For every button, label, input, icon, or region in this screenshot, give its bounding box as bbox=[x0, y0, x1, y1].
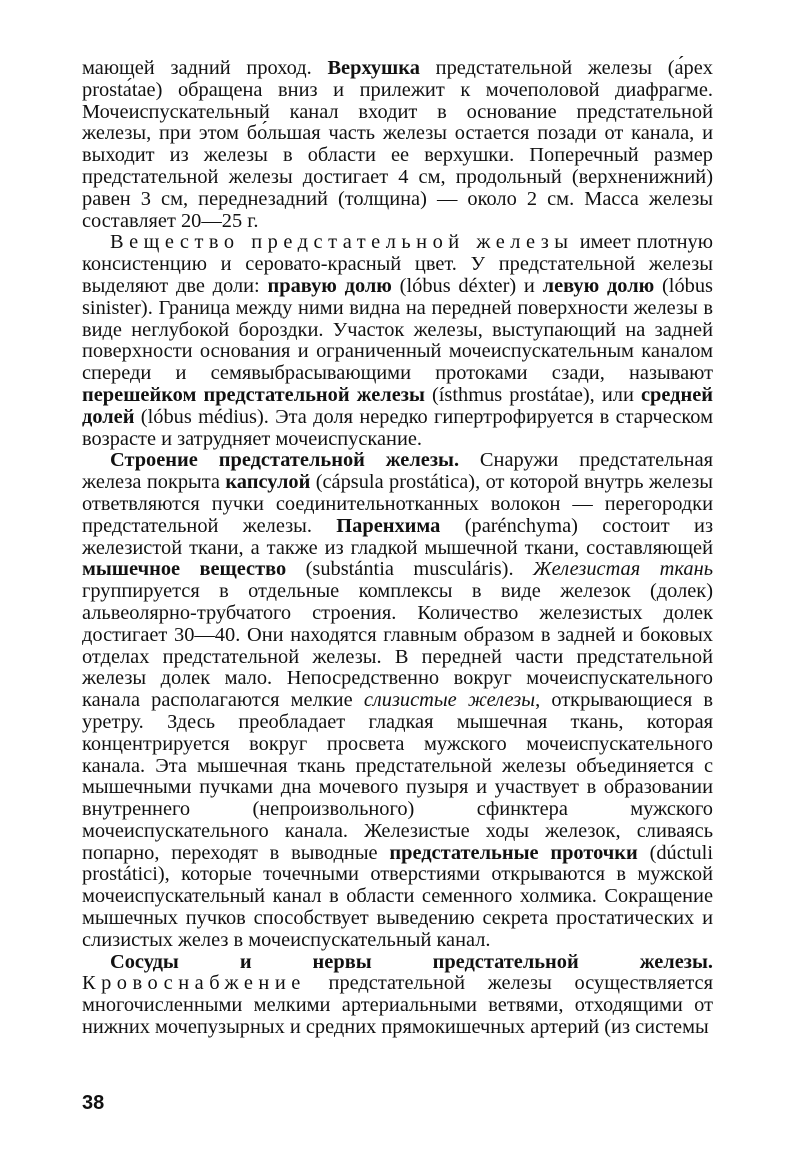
page-body bbox=[82, 58, 713, 1039]
term-italic: Железистая ткань bbox=[532, 558, 713, 581]
section-heading: Строение предстательной железы. bbox=[110, 449, 460, 472]
paragraph bbox=[82, 232, 713, 450]
text-run: (cápsula prostática), от которой внутрь железы ответвляются пучки соединительнотканных волокон — перегородки предстательной железы. bbox=[82, 471, 714, 537]
term-bold: предстательные проточки bbox=[389, 841, 638, 864]
term-bold: правую долю bbox=[267, 274, 392, 297]
term-bold: средней долей bbox=[82, 383, 713, 428]
text-run: , открывающиеся в уретру. Здесь преобладает гладкая мышечная ткань, которая концентрируется вокруг просвета мужского мочеиспускательного канала. Эта мышечная ткань предстательной железы объединяется с мышечными пучками дна мочевого пузыря и участвует в образовании внутреннего (непроизвольного) сфинктера мужского мочеиспускательного канала. Железистые ходы железок, сливаясь попарно, переходят в выводные bbox=[82, 689, 713, 864]
text-run: предстательной железы осуществляется многочисленными мелкими артериальными ветвями, отходящими от нижних мочепузырных и средних прямокишечных артерий (из системы bbox=[82, 972, 713, 1039]
term-bold: перешейком предстательной железы bbox=[82, 383, 425, 406]
section-heading: Сосуды и нервы предстательной железы. bbox=[110, 950, 713, 973]
term-bold: мышечное вещество bbox=[82, 558, 287, 581]
text-run: (ísthmus prostátae), или bbox=[424, 383, 641, 406]
paragraph bbox=[82, 952, 713, 1039]
text-run: (paréncһyma) состоит из железистой ткани, а также из гладкой мышечной ткани, составляющей bbox=[82, 514, 713, 559]
text-run: имеет плотную консистенцию и серовато-красный цвет. У предстательной железы выделяют две доли: bbox=[82, 231, 713, 297]
term-bold: левую долю bbox=[542, 274, 655, 297]
text-run: Снаружи предстательная железа покрыта bbox=[82, 449, 714, 494]
text-run: группируется в отдельные комплексы в виде железок (долек) альвеолярно-трубчатого строения. Количество железистых долек достигает 30—40. Они находятся главным образом в задней и боковых отделах предстательной железы. В передней части предстательной железы долек мало. Непосредственно вокруг мочеиспускательного канала располагаются мелкие bbox=[82, 580, 713, 712]
text-run: (lóbus médius). Эта доля нередко гипертрофируется в старческом возрасте и затрудняет мочеиспускание. bbox=[82, 405, 713, 450]
term-bold: капсулой bbox=[225, 471, 311, 494]
paragraph bbox=[82, 450, 713, 951]
text-run: (lóbus sinister). Граница между ними видна на передней поверхности железы в виде неглубокой бороздки. Участок железы, выступающий на задней поверхности основания и ограниченный мочеиспускательным каналом спереди и семявыбрасывающими протоками сзади, называют bbox=[82, 274, 713, 385]
term-bold: Верхушка bbox=[327, 57, 420, 79]
text-run: (substántia musculáris). bbox=[286, 558, 533, 581]
term-italic: слизистые железы bbox=[363, 689, 536, 712]
text-run: предстательной железы (а́рex prostа́tae) обращена вниз и прилежит к мочеполовой диафрагме. Мочеиспускательный канал входит в основание предстательной железы, при этом бо́льшая часть железы остается позади от канала, и выходит из железы в области ее верхушки. Поперечный размер предстательной железы достигает 4 см, продольный (верхненижний) равен 3 см, переднезадний (толщина) — около 2 см. Масса железы составляет 20—25 г. bbox=[82, 57, 713, 232]
term-spaced: Кровоснабжение bbox=[82, 972, 306, 995]
term-spaced: Вещество предстательной железы bbox=[110, 231, 574, 254]
text-run: (dúctuli prostátici), которые точечными отверстиями открываются в мужской мочеиспускательный канал в области семенного холмика. Сокращение мышечных пучков способствует выведению секрета простатических и слизистых желез в мочеиспускательный канал. bbox=[82, 841, 713, 951]
text-run: мающей задний проход. bbox=[82, 57, 328, 79]
term-bold: Паренхима bbox=[336, 514, 441, 537]
page-number: 38 bbox=[82, 1092, 105, 1114]
text-run: (lóbus déxter) и bbox=[391, 274, 543, 297]
paragraph bbox=[82, 58, 713, 232]
